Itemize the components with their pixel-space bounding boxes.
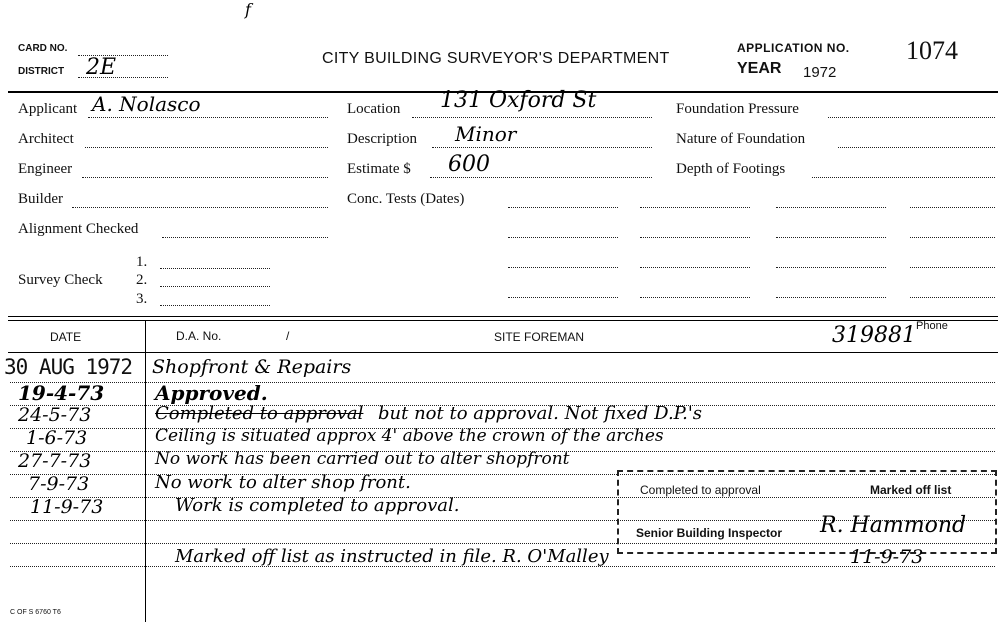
top-mark: f xyxy=(245,0,251,19)
conc-line xyxy=(910,267,995,268)
foundation-pressure-line xyxy=(828,117,995,118)
conc-line xyxy=(508,237,618,238)
application-number: 1074 xyxy=(906,36,958,65)
conc-line xyxy=(776,207,886,208)
entry-date: 11-9-73 xyxy=(30,496,104,518)
date-header: DATE xyxy=(50,330,82,344)
description-label: Description xyxy=(347,131,417,147)
conc-line xyxy=(640,207,750,208)
engineer-line xyxy=(82,177,328,178)
description-line xyxy=(432,147,652,148)
architect-line xyxy=(85,147,328,148)
da-no-slash: / xyxy=(286,329,290,343)
location-line xyxy=(412,117,652,118)
applicant-line xyxy=(88,117,328,118)
location-label: Location xyxy=(347,101,401,117)
entry-text: Shopfront & Repairs xyxy=(152,356,352,378)
entry-text: Approved. xyxy=(155,381,268,405)
architect-label: Architect xyxy=(18,131,74,147)
survey-num-2: 2. xyxy=(136,272,148,288)
survey-line-2 xyxy=(160,286,270,287)
log-divider-top xyxy=(8,316,998,317)
foundation-pressure-label: Foundation Pressure xyxy=(676,101,799,117)
log-header-rule xyxy=(8,352,998,353)
survey-check-label: Survey Check xyxy=(18,272,103,288)
entry-text-struck: Completed to approval xyxy=(155,403,364,424)
builder-line xyxy=(72,207,328,208)
entry-text: Marked off list as instructed in file. R. O'Malley xyxy=(175,546,609,567)
conc-line xyxy=(776,237,886,238)
estimate-line xyxy=(430,177,652,178)
phone-value: 319881 xyxy=(832,323,916,348)
survey-line-3 xyxy=(160,305,270,306)
da-no-label: D.A. No. xyxy=(176,329,222,343)
site-foreman-label: SITE FOREMAN xyxy=(494,330,585,344)
entry-text: but not to approval. Not fixed D.P.'s xyxy=(378,403,703,424)
nature-foundation-line xyxy=(838,147,995,148)
survey-line-1 xyxy=(160,268,270,269)
application-no-label: APPLICATION NO. xyxy=(737,41,850,55)
conc-line xyxy=(776,267,886,268)
year-label: YEAR xyxy=(737,60,782,77)
applicant-value: A. Nolasco xyxy=(92,92,201,116)
card-no-label: CARD NO. xyxy=(18,43,68,54)
date-column-rule xyxy=(145,320,146,622)
alignment-label: Alignment Checked xyxy=(18,221,139,237)
entry-date: 19-4-73 xyxy=(18,381,105,405)
survey-num-1: 1. xyxy=(136,254,148,270)
entry-text: Ceiling is situated approx 4' above the crown of the arches xyxy=(155,426,664,446)
entry-date: 30 AUG 1972 xyxy=(4,355,133,379)
conc-line xyxy=(640,237,750,238)
district-value: 2E xyxy=(86,55,117,80)
conc-tests-label: Conc. Tests (Dates) xyxy=(347,191,465,207)
conc-line xyxy=(508,267,618,268)
department-title: CITY BUILDING SURVEYOR'S DEPARTMENT xyxy=(322,50,670,67)
stamp-date: 11-9-73 xyxy=(850,546,924,568)
entry-text: Work is completed to approval. xyxy=(175,495,460,516)
district-label: DISTRICT xyxy=(18,66,65,77)
stamp-completed-label: Completed to approval xyxy=(640,483,761,497)
stamp-inspector-label: Senior Building Inspector xyxy=(636,526,783,540)
entry-date: 7-9-73 xyxy=(28,473,90,495)
nature-foundation-label: Nature of Foundation xyxy=(676,131,806,147)
alignment-line xyxy=(162,237,328,238)
conc-line xyxy=(508,207,618,208)
log-divider-top-2 xyxy=(8,320,998,321)
entry-date: 1-6-73 xyxy=(26,427,88,449)
conc-line xyxy=(776,297,886,298)
location-value: 131 Oxford St xyxy=(440,88,597,113)
conc-line xyxy=(910,297,995,298)
estimate-label: Estimate $ xyxy=(347,161,411,177)
year-value: 1972 xyxy=(803,64,837,81)
phone-label: Phone xyxy=(916,320,948,332)
description-value: Minor xyxy=(455,122,517,146)
builder-label: Builder xyxy=(18,191,63,207)
conc-line xyxy=(640,267,750,268)
conc-line xyxy=(910,237,995,238)
stamp-marked-off-label: Marked off list xyxy=(870,483,952,497)
engineer-label: Engineer xyxy=(18,161,73,177)
entry-text: No work has been carried out to alter shopfront xyxy=(155,449,570,469)
survey-num-3: 3. xyxy=(136,291,148,307)
depth-footings-line xyxy=(812,177,995,178)
conc-line xyxy=(640,297,750,298)
entry-text: No work to alter shop front. xyxy=(155,472,411,493)
conc-line xyxy=(508,297,618,298)
form-code: C OF S 6760 T6 xyxy=(10,609,61,616)
entry-date: 27-7-73 xyxy=(18,450,92,472)
applicant-label: Applicant xyxy=(18,101,78,117)
conc-line xyxy=(910,207,995,208)
entry-date: 24-5-73 xyxy=(18,404,92,426)
inspector-signature: R. Hammond xyxy=(820,513,967,538)
depth-footings-label: Depth of Footings xyxy=(676,161,786,177)
estimate-value: 600 xyxy=(448,152,490,177)
